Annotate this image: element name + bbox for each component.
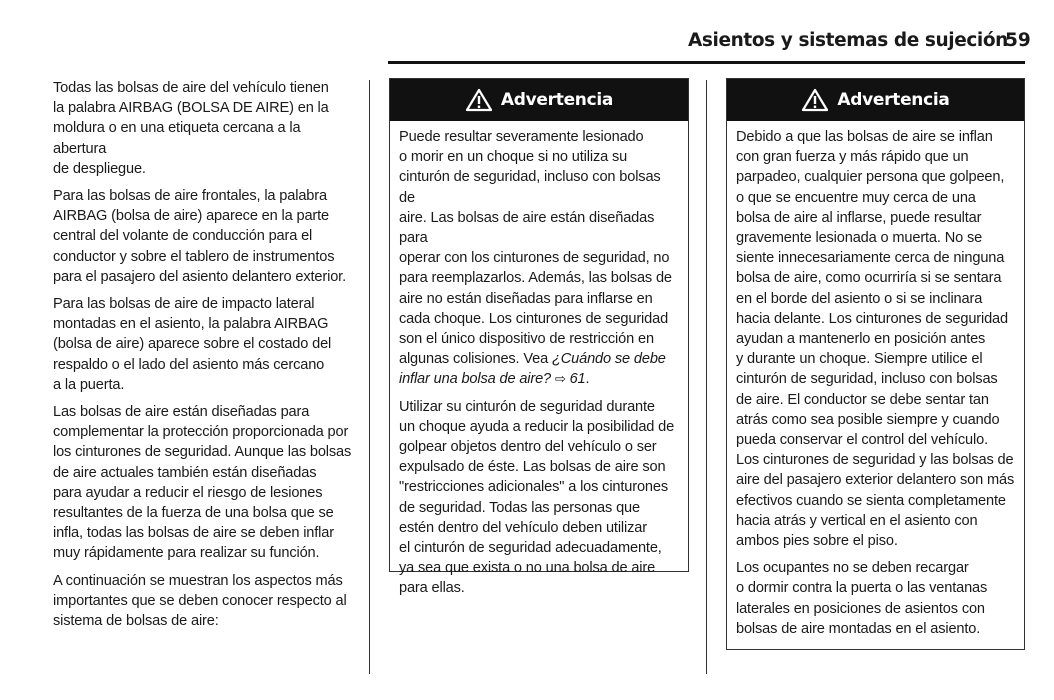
warning-header: [727, 79, 1024, 121]
warning-airbag-force-paragraph: Debido a que las bolsas de aire se inflan con gran fuerza y más rápido que un parpadeo, cualquier persona que golpeen, o que se encuentre muy cerca de una bolsa de aire al inflarse, puede resultar gravemente lesionada o muerta. No se siente innecesariamente cerca de ninguna bolsa de aire, como ocurriría si se sentara en el borde del asiento o si se inclinara hacia delante. Los cinturones de seguridad ayudan a mantenerlo en posición antes y durante un choque. Siempre utilice el cinturón de seguridad, incluso con bolsas de aire. El conductor se debe sentar tan atrás como sea posible siempre y cuando pueda conservar el control del vehículo. Los cinturones de seguridad y las bolsas de aire del pasajero exterior delantero son más efectivos cuando se sienta completamente hacia atrás y vertical en el asiento con ambos pies sobre el piso.: [736, 129, 1015, 550]
sentence-end: .: [585, 371, 590, 388]
column-divider-right: [706, 80, 707, 674]
warning-additional-restraints-paragraph: Utilizar su cinturón de seguridad durante un choque ayuda a reducir la posibilidad de golpear objetos dentro del vehículo o ser expulsado de éste. Las bolsas de aire son "restricciones adicionales" a los cinturones de seguridad. Todas las personas que estén dentro del vehículo deben utilizar el cinturón de seguridad adecuadamente, ya sea que exista o no una bolsa de aire para ellas.: [399, 398, 675, 597]
paragraph-airbag-aspects: A continuación se muestran los aspectos más importantes que se deben conocer respecto al sistema de bolsas de aire:: [53, 572, 347, 630]
warning-occupants-paragraph: Los ocupantes no se deben recargar o dormir contra la puerta o las ventanas laterales en posiciones de asientos con bolsas de aire montadas en el asiento.: [736, 560, 988, 637]
warning-body: [390, 121, 688, 599]
cross-reference-link[interactable]: ¿Cuándo se debe inflar una bolsa de aire?: [399, 351, 666, 388]
paragraph-airbag-design: Las bolsas de aire están diseñadas para complementar la protección proporcionada por los cinturones de seguridad. Aunque las bolsas de aire actuales también están diseñadas para ayudar a reducir el riesgo de lesiones resultantes de la fuerza de una bolsa que se infla, todas las bolsas de aire se deben inflar muy rápidamente para realizar su función.: [53, 404, 352, 562]
warning-triangle-icon: [801, 88, 829, 112]
page-reference-arrow-icon: ⇨: [554, 371, 566, 387]
warning-seatbelt-paragraph: [399, 127, 679, 390]
column-divider-left: [369, 80, 370, 674]
paragraph-airbag-label: Todas las bolsas de aire del vehículo tienen la palabra AIRBAG (BOLSA DE AIRE) en la moldura o en una etiqueta cercana a la abertura de despliegue.: [53, 80, 329, 177]
warning-body: [727, 121, 1024, 639]
warning-header: [390, 79, 688, 121]
warning-box-airbag-force: [726, 78, 1025, 650]
header-rule: [388, 61, 1025, 64]
warning-title: Advertencia: [500, 90, 614, 110]
airbag-intro-column: [53, 78, 353, 638]
warning-seatbelt-text: Puede resultar severamente lesionado o morir en un choque si no utiliza su cinturón de seguridad, incluso con bolsas de aire. Las bolsas de aire están diseñadas para operar con los cinturones de seguridad, no para reemplazarlos. Además, las bolsas de aire no están diseñadas para inflarse en cada choque. Los cinturones de seguridad son el único dispositivo de restricción en algunas colisiones. Vea: [399, 129, 672, 368]
page-header: [0, 0, 1054, 66]
warning-triangle-icon: [465, 88, 493, 112]
page-reference-number[interactable]: 61: [569, 371, 586, 388]
page-number: 59: [1005, 30, 1031, 51]
section-title: Asientos y sistemas de sujeción: [688, 30, 1008, 51]
warning-title: Advertencia: [837, 90, 950, 110]
paragraph-side-airbags: Para las bolsas de aire de impacto lateral montadas en el asiento, la palabra AIRBAG (bolsa de aire) aparece sobre el costado del respaldo o el lado del asiento más cercano a la puerta.: [53, 296, 332, 393]
warning-box-seatbelt: [389, 78, 689, 597]
paragraph-frontal-airbags: Para las bolsas de aire frontales, la palabra AIRBAG (bolsa de aire) aparece en la parte central del volante de conducción para el conductor y sobre el tablero de instrumentos para el pasajero del asiento delantero exterior.: [53, 188, 346, 285]
